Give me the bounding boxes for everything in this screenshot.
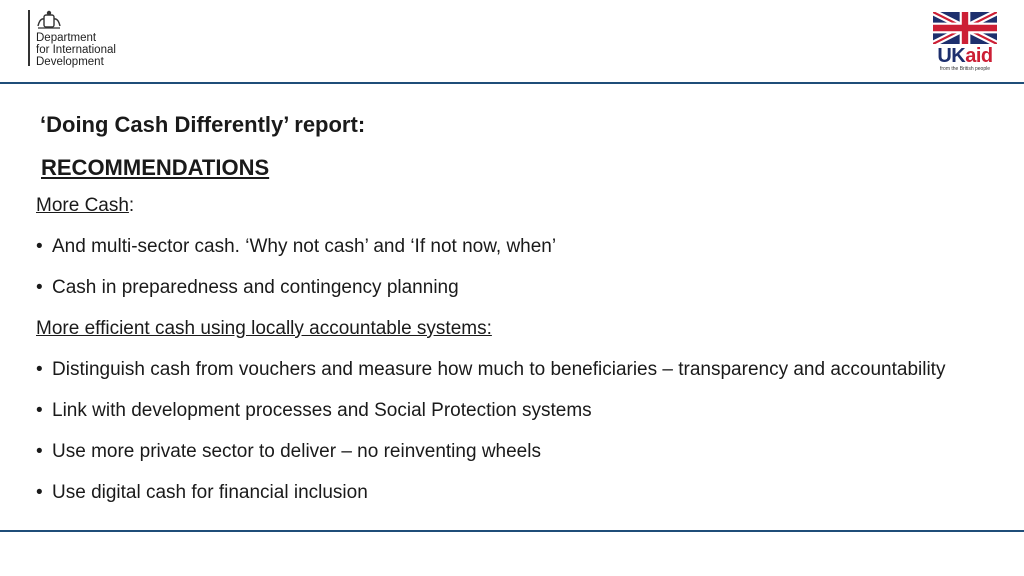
bullet-icon: • [36, 400, 43, 421]
bullet-item: • Link with development processes and Social Protection systems [36, 398, 986, 424]
section-heading-efficient-cash: More efficient cash using locally accountable systems: [36, 318, 492, 339]
slide-title: ‘Doing Cash Differently’ report: [40, 112, 366, 137]
royal-crest-icon [36, 10, 62, 30]
union-jack-icon [933, 12, 997, 44]
bullet-icon: • [36, 359, 43, 380]
dfid-logo-text: Department for International Development [36, 32, 116, 68]
header-divider [0, 82, 1024, 84]
bullet-item: • And multi-sector cash. ‘Why not cash’ and ‘If not now, when’ [36, 234, 986, 260]
bullet-item: • Cash in preparedness and contingency planning [36, 275, 986, 301]
section-heading-more-cash: More Cash: [36, 195, 135, 216]
ukaid-logo [930, 12, 1000, 72]
bullet-icon: • [36, 441, 43, 462]
bullet-item: • Distinguish cash from vouchers and measure how much to beneficiaries – transparency and accountability [36, 357, 986, 383]
ukaid-tagline: from the British people [939, 66, 991, 72]
bullet-item: • Use digital cash for financial inclusion [36, 480, 986, 506]
bullet-item: • Use more private sector to deliver – no reinventing wheels [36, 439, 986, 465]
ukaid-wordmark: UKaid [937, 45, 993, 67]
slide-header [0, 0, 1024, 82]
logo-divider [28, 10, 30, 66]
bullet-icon: • [36, 236, 43, 257]
slide-body [36, 193, 986, 521]
bullet-icon: • [36, 277, 43, 298]
footer-divider [0, 530, 1024, 532]
slide-subtitle: RECOMMENDATIONS [41, 155, 270, 180]
bullet-icon: • [36, 482, 43, 503]
